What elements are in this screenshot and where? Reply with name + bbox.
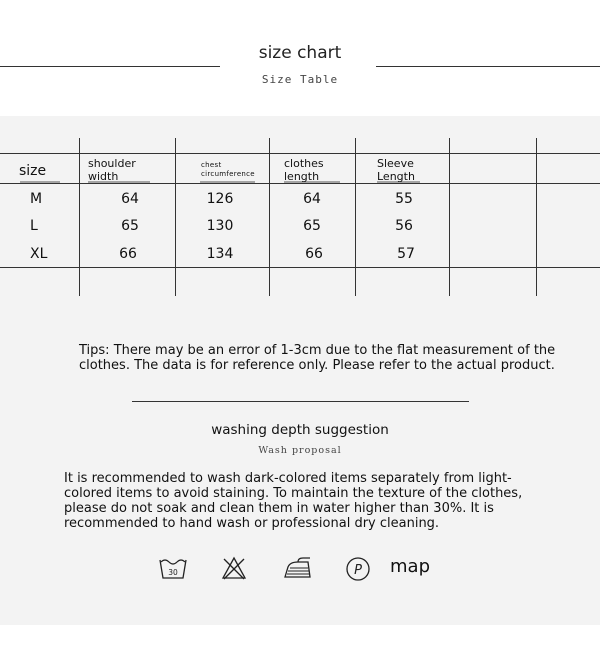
- wash-30-icon: [158, 554, 188, 582]
- tips-text: Tips: There may be an error of 1-3cm due to the flat measurement of the clothes. The data is for reference only. Please refer to the actual product.: [79, 343, 556, 373]
- page-title: size chart: [258, 43, 342, 63]
- dry-clean-icon: [344, 554, 372, 582]
- cell-chest-xl: 134: [206, 246, 234, 262]
- header-length-line1: clothes: [284, 157, 324, 170]
- wash-divider: [132, 401, 469, 402]
- wash-subtitle: Wash proposal: [258, 445, 342, 456]
- header-sleeve-line2: Length: [377, 170, 415, 183]
- wash-title: washing depth suggestion: [211, 422, 389, 438]
- header-length-line2: length: [284, 170, 320, 183]
- cell-size-l: L: [30, 218, 38, 234]
- cell-shoulder-xl: 66: [119, 246, 137, 262]
- header-line-left: [0, 66, 220, 67]
- cell-shoulder-l: 65: [121, 218, 139, 234]
- cell-chest-l: 130: [206, 218, 234, 234]
- care-icons: [0, 554, 600, 584]
- cell-length-m: 64: [303, 191, 321, 207]
- cell-length-xl: 66: [305, 246, 323, 262]
- wash-text: It is recommended to wash dark-colored items separately from light-colored items to avoid staining. To maintain the texture of the clothes, please do not soak and clean them in water higher than 30%. It is recommended to hand wash or professional dry cleaning.: [64, 471, 523, 531]
- cell-size-m: M: [30, 191, 43, 207]
- header-chest-line1: chest: [201, 161, 222, 169]
- cell-length-l: 65: [303, 218, 321, 234]
- header-shoulder-line2: width: [88, 170, 119, 183]
- size-panel: [0, 116, 600, 625]
- cell-sleeve-l: 56: [395, 218, 413, 234]
- cell-sleeve-xl: 57: [397, 246, 415, 262]
- header-size: size: [19, 163, 47, 179]
- header-line-right: [376, 66, 600, 67]
- header-sleeve-line1: Sleeve: [377, 157, 414, 170]
- cell-size-xl: XL: [30, 246, 48, 262]
- wash-temp-label: 30: [168, 568, 178, 577]
- header-chest-line2: circumference: [201, 170, 255, 178]
- page-subtitle: Size Table: [261, 73, 339, 86]
- iron-icon: [282, 554, 314, 582]
- cell-shoulder-m: 64: [121, 191, 139, 207]
- dry-clean-letter: P: [354, 563, 362, 578]
- cell-chest-m: 126: [206, 191, 234, 207]
- no-bleach-icon: [220, 554, 248, 582]
- header-shoulder-line1: shoulder: [88, 157, 136, 170]
- map-label: map: [390, 556, 430, 577]
- cell-sleeve-m: 55: [395, 191, 413, 207]
